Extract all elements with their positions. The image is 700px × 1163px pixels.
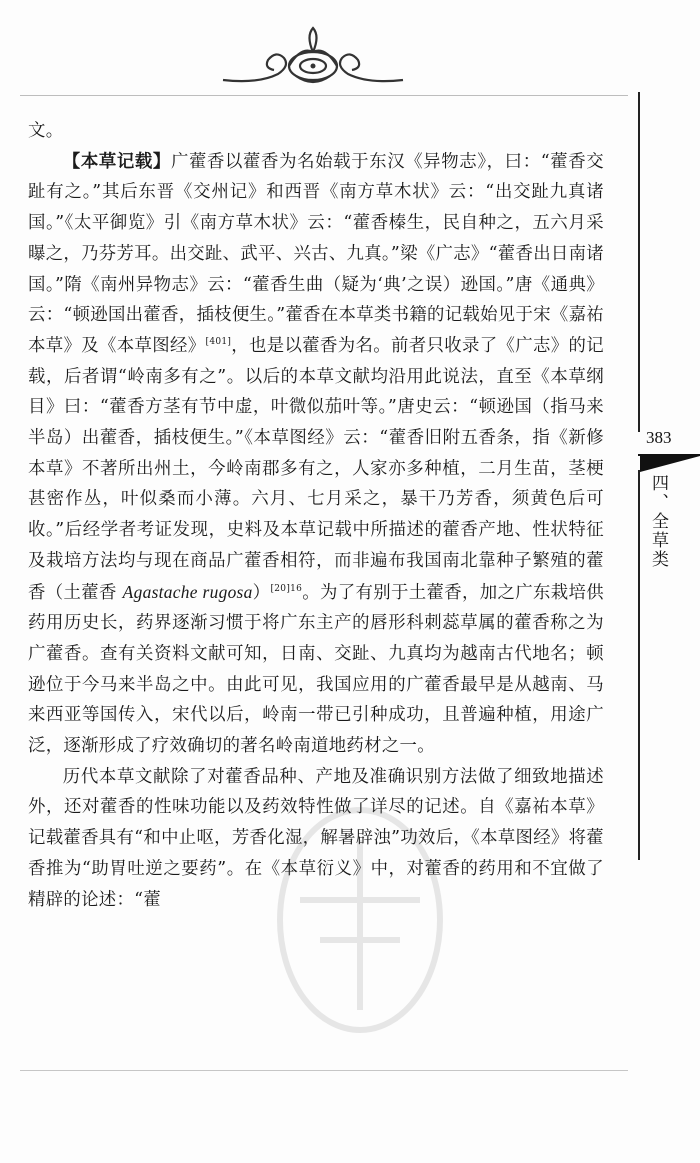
decorative-ornament-icon xyxy=(218,22,408,94)
section-heading: 【本草记载】 xyxy=(62,151,171,172)
citation-ref: [20]16 xyxy=(270,583,303,594)
paragraph-text: ，也是以藿香为名。前者只收录了《广志》的记载，后者谓“岭南多有之”。以后的本草文献均沿用此说法，直至《本草纲目》曰：“藿香方茎有节中虚，叶微似茄叶等。”唐史云：“顿逊国（指马来半岛）出藿香，插枝便生。”《本草图经》云：“藿香旧附五香条，指《新修本草》不著所出州土，今岭南郡多有之，人家亦多种植，二月生苗，茎梗甚密作丛，叶似桑而小薄。六月、七月采之，暴干乃芳香，须黄色后可收。”后经学者考证发现，史料及本草记载中所描述的藿香产地、性状特征及栽培方法均与现在商品广藿香相符，而非遍布我国南北靠种子繁殖的藿香（土藿香 xyxy=(28,335,604,603)
paragraph-text: 广藿香以藿香为名始载于东汉《异物志》，曰：“藿香交趾有之。”其后东晋《交州记》和西晋《南方草木状》云：“出交趾九真诸国。”《太平御览》引《南方草木状》云：“藿香榛生，民自种之，五六月采曝之，乃芬芳耳。出交趾、武平、兴古、九真。”梁《广志》“藿香出日南诸国。”隋《南州异物志》云：“藿香生曲（疑为‘典’之误）逊国。”唐《通典》云：“顿逊国出藿香，插枝便生。”藿香在本草类书籍的记载始见于宋《嘉祐本草》及《本草图经》 xyxy=(28,151,604,356)
paragraph-efficacy: 历代本草文献除了对藿香品种、产地及准确识别方法做了细致地描述外，还对藿香的性味功能以及药效特性做了详尽的记述。自《嘉祐本草》记载藿香具有“和中止呕，芳香化湿，解暑辟浊”功效后，《本草图经》将藿香推为“助胃吐逆之要药”。在《本草衍义》中，对藿香的药用和不宜做了精辟的论述：“藿 xyxy=(28,766,604,910)
page-number: 383 xyxy=(646,428,672,447)
footer-rule xyxy=(20,1070,628,1071)
paragraph-herbal-records: 【本草记载】广藿香以藿香为名始载于东汉《异物志》，曰：“藿香交趾有之。”其后东晋《交州记》和西晋《南方草木状》云：“出交趾九真诸国。”《太平御览》引《南方草木状》云：“藿香榛生，民自种之，五六月采曝之，乃芬芳耳。出交趾、武平、兴古、九真。”梁《广志》“藿香出日南诸国。”隋《南州异物志》云：“藿香生曲（疑为‘典’之误）逊国。”唐《通典》云：“顿逊国出藿香，插枝便生。”藿香在本草类书籍的记载始见于宋《嘉祐本草》及《本草图经》[401]，也是以藿香为名。前者只收录了《广志》的记载，后者谓“岭南多有之”。以后的本草文献均沿用此说法，直至《本草纲目》曰：“藿香方茎有节中虚，叶微似茄叶等。”唐史云：“顿逊国（指马来半岛）出藿香，插枝便生。”《本草图经》云：“藿香旧附五香条，指《新修本草》不著所出州土，今岭南郡多有之，人家亦多种植，二月生苗，茎梗甚密作丛，叶似桑而小薄。六月、七月采之，暴干乃芳香，须黄色后可收。”后经学者考证发现，史料及本草记载中所描述的藿香产地、性状特征及栽培方法均与现在商品广藿香相符，而非遍布我国南北靠种子繁殖的藿香（土藿香 Agastache rugosa）$^{[20]16}$。为了有别于土藿香，加之广东栽培供药用历史长，药界逐渐习惯于将广东主产的唇形科刺蕊草属的藿香称之为广藿香。查有关资料文献可知，日南、交趾、九真均为越南古代地名；顿逊位于今马来半岛之中。由此可见，我国应用的广藿香最早是从越南、马来西亚等国传入，宋代以后，岭南一带已引种成功，且普遍种植，用途广泛，逐渐形成了疗效确切的著名岭南道地药材之一。 xyxy=(28,151,604,757)
citation-ref: [401] xyxy=(205,337,232,348)
chapter-tab-label: 四、全草类 xyxy=(648,474,668,569)
paragraph-continuation: 文。 xyxy=(28,121,64,141)
body-text xyxy=(28,116,604,915)
side-tab-marker xyxy=(640,456,700,472)
side-rule xyxy=(638,92,640,432)
latin-name: Agastache rugosa xyxy=(122,581,253,602)
side-rule-lower xyxy=(638,470,640,860)
paragraph-text: 。为了有别于土藿香，加之广东栽培供药用历史长，药界逐渐习惯于将广东主产的唇形科刺蕊草属的藿香称之为广藿香。查有关资料文献可知，日南、交趾、九真均为越南古代地名；顿逊位于今马来半岛之中。由此可见，我国应用的广藿香最早是从越南、马来西亚等国传入，宋代以后，岭南一带已引种成功，且普遍种植，用途广泛，逐渐形成了疗效确切的著名岭南道地药材之一。 xyxy=(28,582,604,757)
header-rule xyxy=(20,95,628,96)
